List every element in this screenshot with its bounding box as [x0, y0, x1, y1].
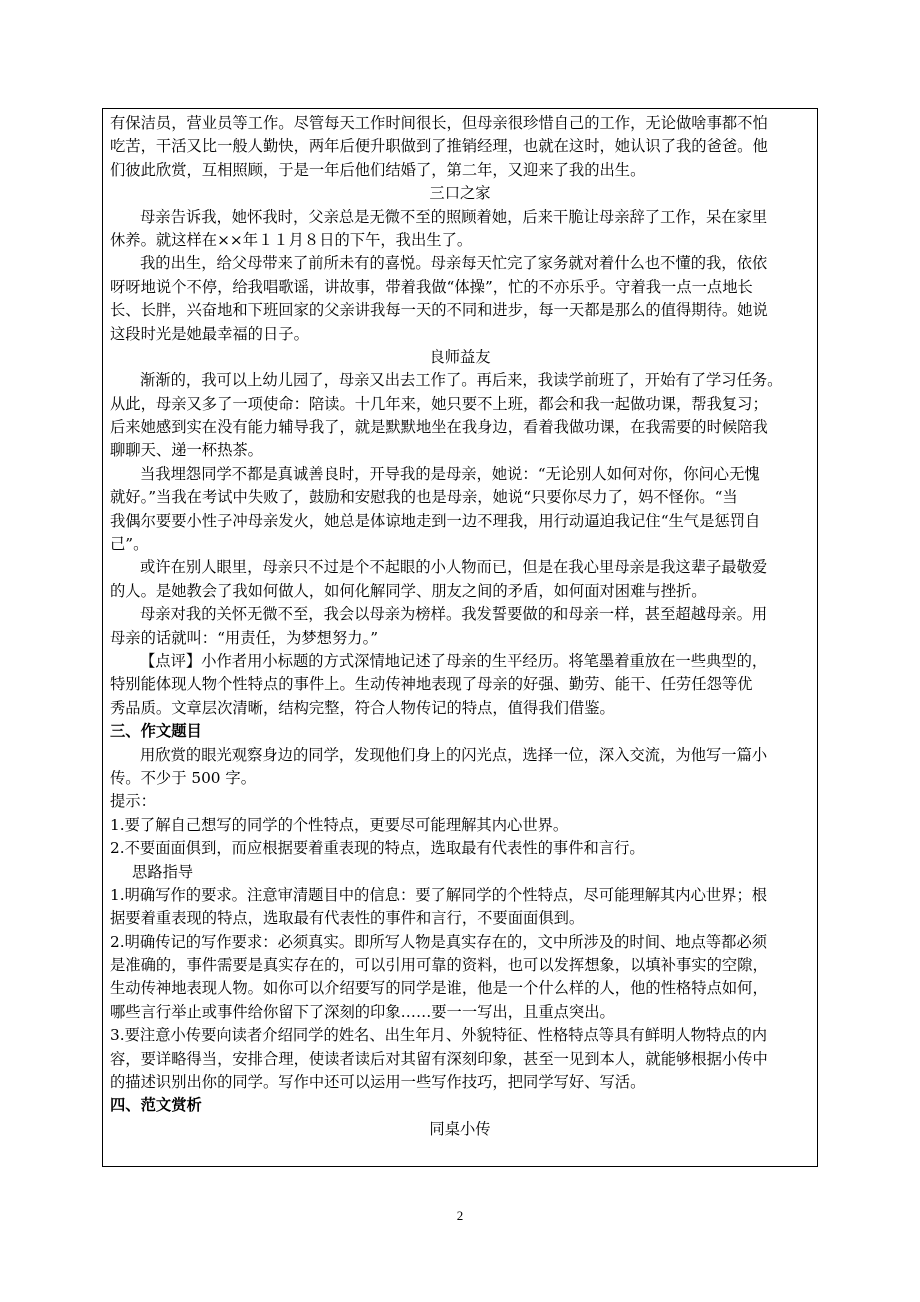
text-line: 长、长胖，兴奋地和下班回家的父亲讲我每一天的不同和进步，每一天都是那么的值得期待。她说 [110, 301, 768, 320]
text-line: 1.明确写作的要求。注意审清题目中的信息：要了解同学的个性特点，尽可能理解其内心世界；根 [110, 885, 768, 904]
text-line: 己”。 [110, 535, 149, 554]
text-line: 呀呀地说个不停，给我唱歌谣，讲故事，带着我做“体操”，忙的不亦乐乎。守着我一点一点地长 [110, 277, 753, 296]
text-line: 特别能体现人物个性特点的事件上。生动传神地表现了母亲的好强、勤劳、能干、任劳任怨等优 [110, 675, 753, 694]
text-line: 传。不少于 500 字。 [110, 768, 257, 787]
text-line: 或许在别人眼里，母亲只不过是个不起眼的小人物而已，但是在我心里母亲是我这辈子最敬爱 [140, 558, 768, 577]
section-heading: 同桌小传 [429, 1119, 491, 1138]
text-line: 我偶尔要要小性子冲母亲发火，她总是体谅地走到一边不理我，用行动逼迫我记住“生气是惩罚自 [110, 511, 761, 530]
text-line: 哪些言行举止或事件给你留下了深刻的印象……要一一写出，且重点突出。 [110, 1002, 615, 1021]
text-line: 渐渐的，我可以上幼儿园了，母亲又出去工作了。再后来，我读学前班了，开始有了学习任务。 [140, 371, 783, 390]
text-line: 用欣赏的眼光观察身边的同学，发现他们身上的闪光点，选择一位，深入交流，为他写一篇小 [140, 745, 768, 764]
text-line: 的人。是她教会了我如何做人，如何化解同学、朋友之间的矛盾，如何面对困难与挫折。 [110, 581, 707, 600]
text-line: 从此，母亲又多了一项使命：陪读。十几年来，她只要不上班，都会和我一起做功课，帮我复习； [110, 394, 768, 413]
text-line: 生动传神地表现人物。如你可以介绍要写的同学是谁，他是一个什么样的人，他的性格特点如何， [110, 979, 768, 998]
text-line: 【点评】小作者用小标题的方式深情地记述了母亲的生平经历。将笔墨着重放在一些典型的， [140, 651, 768, 670]
text-line: 我的出生，给父母带来了前所未有的喜悦。母亲每天忙完了家务就对着什么也不懂的我，依依 [140, 254, 768, 273]
document-body [110, 112, 810, 1164]
text-line: 这段时光是她最幸福的日子。 [110, 324, 309, 343]
section-heading: 三口之家 [429, 184, 491, 203]
text-line: 容，要详略得当，安排合理，使读者读后对其留有深刻印象，甚至一见到本人，就能够根据小传中 [110, 1049, 768, 1068]
text-line: 秀品质。文章层次清晰，结构完整，符合人物传记的特点，值得我们借鉴。 [110, 698, 615, 717]
text-line: 母亲告诉我，她怀我时，父亲总是无微不至的照顾着她，后来干脆让母亲辞了工作，呆在家里 [140, 207, 768, 226]
text-line: 提示： [110, 792, 156, 811]
section-title: 四、范文赏析 [110, 1096, 202, 1115]
text-line: 母亲的话就叫：“用责任，为梦想努力。” [110, 628, 379, 647]
page-number: 2 [456, 1208, 464, 1223]
text-line: 是准确的，事件需要是真实存在的，可以引用可靠的资料，也可以发挥想象，以填补事实的空隙， [110, 956, 768, 975]
text-line: 据要着重表现的特点，选取最有代表性的事件和言行，不要面面俱到。 [110, 909, 585, 928]
text-line: 2.明确传记的写作要求：必须真实。即所写人物是真实存在的，文中所涉及的时间、地点等都必须 [110, 932, 768, 951]
text-line: 3.要注意小传要向读者介绍同学的姓名、出生年月、外貌特征、性格特点等具有鲜明人物特点的内 [110, 1026, 768, 1045]
text-line: 2.不要面面俱到，而应根据要着重表现的特点，选取最有代表性的事件和言行。 [110, 839, 645, 858]
text-line: 们彼此欣赏，互相照顾，于是一年后他们结婚了，第二年，又迎来了我的出生。 [110, 160, 646, 179]
text-line: 有保洁员，营业员等工作。尽管每天工作时间很长，但母亲很珍惜自己的工作，无论做啥事都不怕 [110, 114, 768, 132]
text-line: 休养。就这样在××年１１月８日的下午，我出生了。 [110, 230, 473, 249]
text-line: 聊聊天、递一杯热茶。 [110, 441, 263, 460]
text-line: 当我埋怨同学不都是真诚善良时，开导我的是母亲，她说：“无论别人如何对你，你问心无愧 [140, 464, 760, 483]
section-title: 三、作文题目 [110, 722, 202, 741]
text-line: 后来她感到实在没有能力辅导我了，就是默默地坐在我身边，看着我做功课，在我需要的时候陪我 [110, 418, 768, 437]
text-line: 思路指导 [132, 862, 194, 881]
text-line: 就好。”当我在考试中失败了，鼓励和安慰我的也是母亲，她说“只要你尽力了，妈不怪你。“当 [110, 488, 738, 507]
text-line: 的描述识别出你的同学。写作中还可以运用一些写作技巧，把同学写好、写活。 [110, 1073, 646, 1092]
text-line: 1.要了解自己想写的同学的个性特点，更要尽可能理解其内心世界。 [110, 815, 569, 834]
text-line: 吃苦，干活又比一般人勤快，两年后便升职做到了推销经理，也就在这时，她认识了我的爸爸。他 [110, 137, 768, 156]
section-heading: 良师益友 [429, 347, 491, 366]
text-line: 母亲对我的关怀无微不至，我会以母亲为榜样。我发誓要做的和母亲一样，甚至超越母亲。用 [140, 605, 768, 624]
